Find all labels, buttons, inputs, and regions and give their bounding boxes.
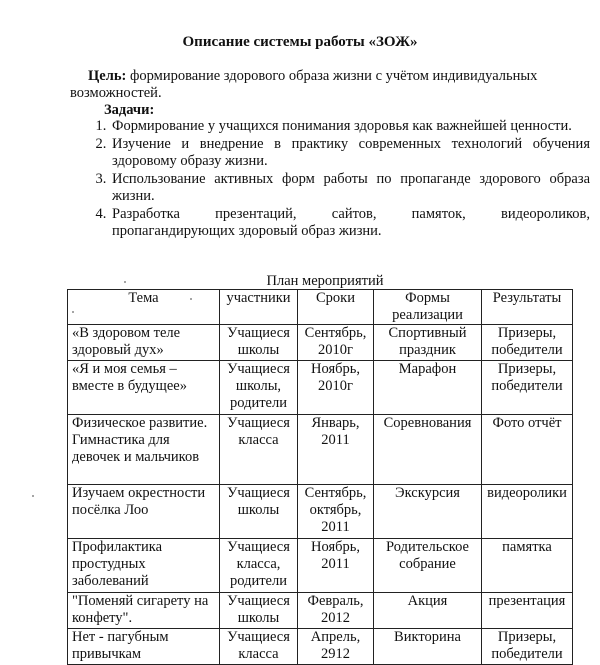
table-row bbox=[68, 539, 573, 593]
table-row bbox=[68, 415, 573, 485]
cell-form: Марафон bbox=[374, 361, 482, 415]
table-row bbox=[68, 593, 573, 629]
table-row bbox=[68, 325, 573, 361]
table-header-row bbox=[68, 290, 573, 325]
plan-caption: План мероприятий bbox=[266, 273, 384, 289]
cell-dates: Январь, 2011 bbox=[298, 415, 374, 485]
cell-form: Родительское собрание bbox=[374, 539, 482, 593]
tasks-heading: Задачи: bbox=[104, 102, 155, 118]
task-item: 1. Формирование у учащихся понимания здоровья как важнейшей ценности. bbox=[110, 118, 590, 135]
cell-dates: Апрель, 2912 bbox=[298, 629, 374, 665]
cell-result: Призеры, победители bbox=[482, 325, 573, 361]
cell-result: памятка bbox=[482, 539, 573, 593]
tasks-list bbox=[88, 118, 590, 241]
cell-result: презентация bbox=[482, 593, 573, 629]
cell-topic: "Поменяй сигарету на конфету". bbox=[68, 593, 220, 629]
cell-form: Акция bbox=[374, 593, 482, 629]
header-forms: Формы реализации bbox=[374, 290, 482, 325]
task-item: 4. Разработка презентаций, сайтов, памяток, видеороликов, пропагандирующих здоровый образ жизни. bbox=[110, 206, 590, 240]
cell-participants: Учащиеся класса bbox=[220, 415, 298, 485]
cell-participants: Учащиеся школы bbox=[220, 485, 298, 539]
cell-dates: Сентябрь, 2010г bbox=[298, 325, 374, 361]
plan-table bbox=[67, 289, 573, 665]
goal-text: формирование здорового образа жизни с учётом индивидуальных возможностей. bbox=[70, 68, 538, 101]
cell-topic: «В здоровом теле здоровый дух» bbox=[68, 325, 220, 361]
scan-speck bbox=[72, 311, 74, 313]
table-row bbox=[68, 485, 573, 539]
cell-result: Призеры, победители bbox=[482, 629, 573, 665]
cell-result: Призеры, победители bbox=[482, 361, 573, 415]
cell-dates: Ноябрь, 2011 bbox=[298, 539, 374, 593]
cell-participants: Учащиеся класса bbox=[220, 629, 298, 665]
cell-form: Спортивный праздник bbox=[374, 325, 482, 361]
cell-dates: Ноябрь, 2010г bbox=[298, 361, 374, 415]
cell-participants: Учащиеся школы bbox=[220, 325, 298, 361]
table-row bbox=[68, 629, 573, 665]
header-topic: Тема bbox=[68, 290, 220, 325]
cell-form: Соревнования bbox=[374, 415, 482, 485]
cell-topic: Изучаем окрестности посёлка Лоо bbox=[68, 485, 220, 539]
cell-dates: Сентябрь, октябрь, 2011 bbox=[298, 485, 374, 539]
header-dates: Сроки bbox=[298, 290, 374, 325]
cell-participants: Учащиеся класса, родители bbox=[220, 539, 298, 593]
cell-topic: Физическое развитие. Гимнастика для девочек и мальчиков bbox=[68, 415, 220, 485]
cell-result: Фото отчёт bbox=[482, 415, 573, 485]
cell-dates: Февраль, 2012 bbox=[298, 593, 374, 629]
header-participants: участники bbox=[220, 290, 298, 325]
task-item: 2. Изучение и внедрение в практику современных технологий обучения здоровому образу жизни. bbox=[110, 136, 590, 170]
header-results: Результаты bbox=[482, 290, 573, 325]
cell-topic: Профилактика простудных заболеваний bbox=[68, 539, 220, 593]
cell-form: Викторина bbox=[374, 629, 482, 665]
table-row bbox=[68, 361, 573, 415]
scan-speck bbox=[190, 298, 192, 300]
scan-speck bbox=[32, 495, 34, 497]
cell-participants: Учащиеся школы, родители bbox=[220, 361, 298, 415]
cell-result: видеоролики bbox=[482, 485, 573, 539]
cell-participants: Учащиеся школы bbox=[220, 593, 298, 629]
goal-paragraph bbox=[70, 68, 554, 102]
cell-topic: «Я и моя семья – вместе в будущее» bbox=[68, 361, 220, 415]
cell-topic: Нет - пагубным привычкам bbox=[68, 629, 220, 665]
document-title: Описание системы работы «ЗОЖ» bbox=[182, 34, 418, 50]
cell-form: Экскурсия bbox=[374, 485, 482, 539]
task-item: 3. Использование активных форм работы по пропаганде здорового образа жизни. bbox=[110, 171, 590, 205]
goal-label: Цель: bbox=[88, 68, 127, 84]
scan-speck bbox=[124, 281, 126, 283]
